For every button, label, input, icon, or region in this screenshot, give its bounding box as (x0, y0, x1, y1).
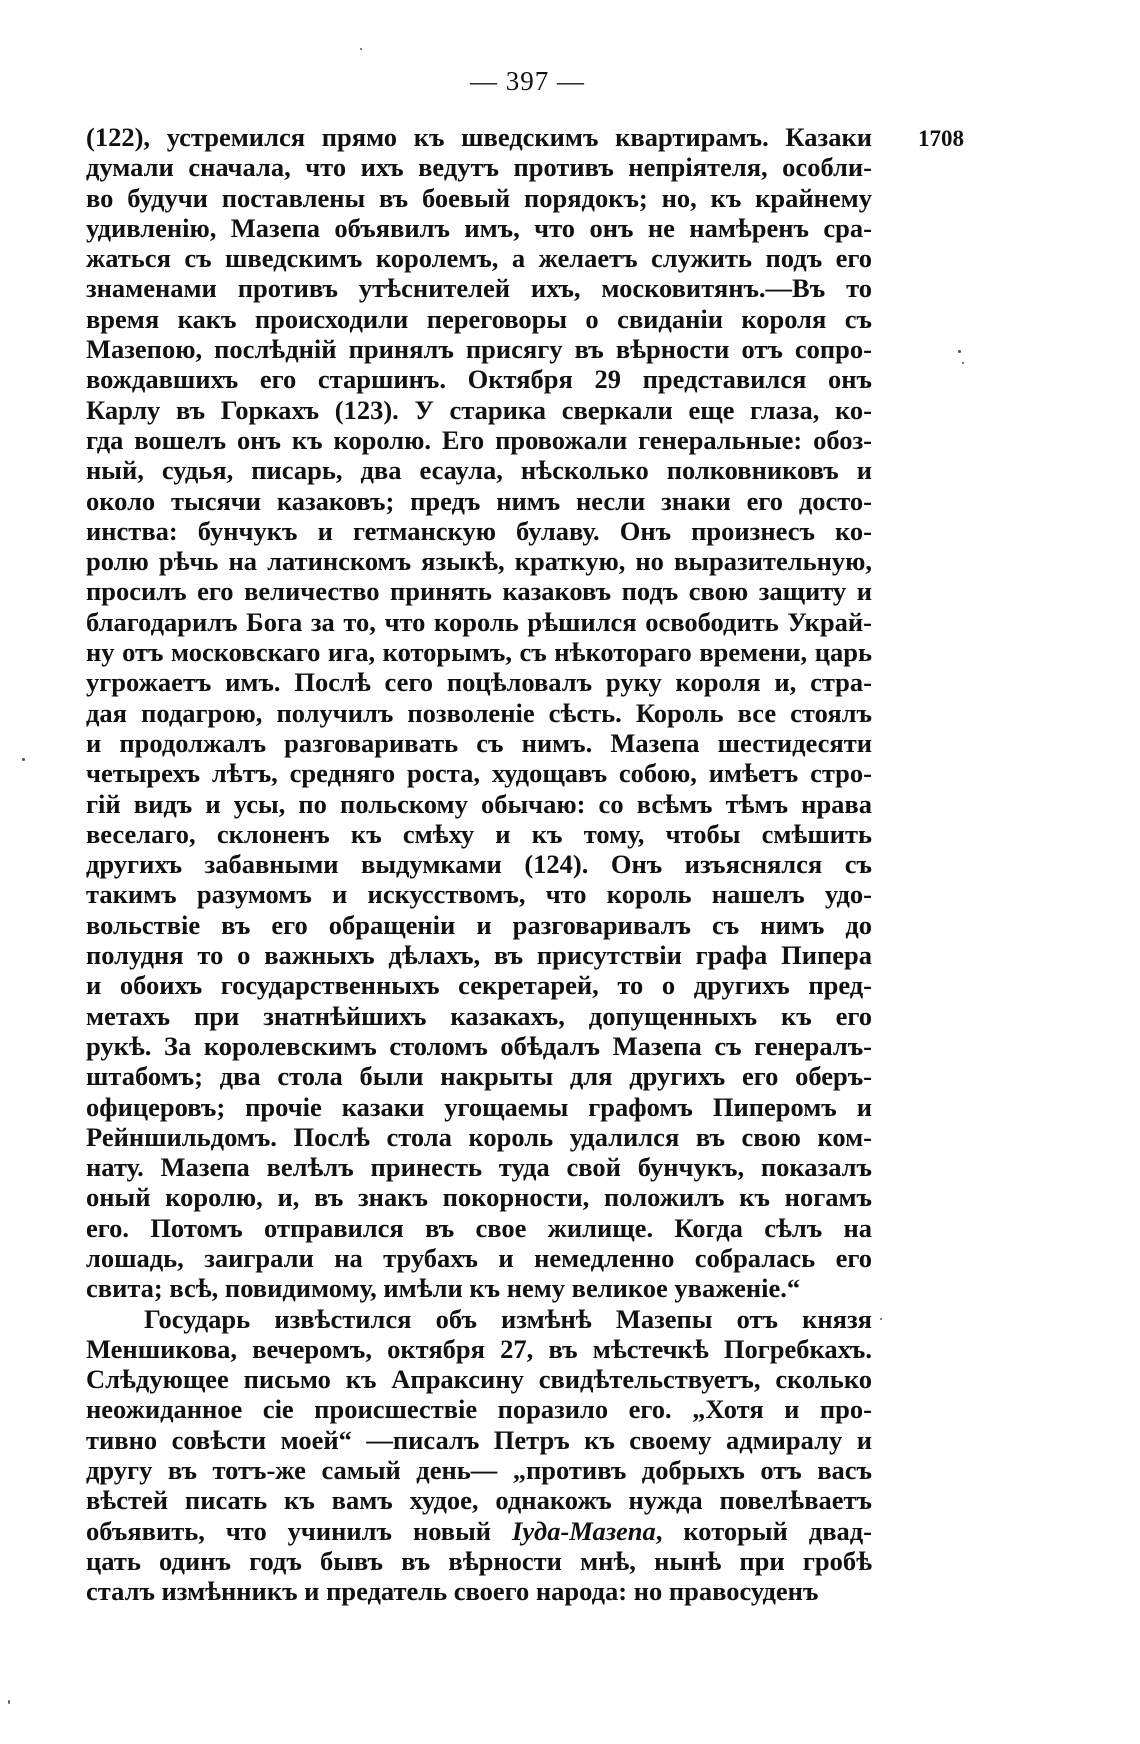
italic-name: Іуда-Мазепа (512, 1515, 656, 1546)
text-line: лошадь, заиграли на трубахъ и немедленно собралась его (86, 1242, 872, 1273)
margin-year-note: 1708 (918, 126, 964, 151)
text-line: (122), устремился прямо къ шведскимъ квартирамъ. Казаки (86, 122, 872, 152)
scan-speck (22, 758, 25, 761)
text-line: цать одинъ годъ бывъ въ вѣрности мнѣ, нынѣ при гробѣ (86, 1545, 872, 1576)
text-segment: объявить, что учинилъ новый (86, 1515, 513, 1546)
text-line: дая подагрою, получилъ позволеніе сѣсть. Король все стоялъ (86, 697, 872, 728)
text-line: метахъ при знатнѣйшихъ казакахъ, допущенныхъ къ его (86, 1000, 872, 1031)
text-line: оный королю, и, въ знакъ покорности, положилъ къ ногамъ (86, 1182, 872, 1213)
body-text (86, 122, 872, 1607)
scan-speck (360, 48, 362, 50)
text-line: Меншикова, вечеромъ, октября 27, въ мѣстечкѣ Погребкахъ. (86, 1333, 872, 1364)
text-line: нату. Мазепа велѣлъ принесть туда свой бунчукъ, показалъ (86, 1152, 872, 1183)
text-line: свита; всѣ, повидимому, имѣли къ нему великое уваженіе.“ (86, 1273, 801, 1304)
text-line: ну отъ московскаго ига, которымъ, съ нѣкотораго времени, царь (86, 637, 872, 668)
scan-speck (962, 362, 964, 364)
text-line: Мазепою, послѣдній принялъ присягу въ вѣрности отъ сопро- (86, 334, 872, 365)
text-line: ролю рѣчь на латинскомъ языкѣ, краткую, но выразительную, (86, 546, 872, 577)
text-line: вождавшихъ его старшинъ. Октября 29 представился онъ (86, 364, 872, 395)
scan-speck (958, 350, 961, 353)
text-line: сталъ измѣнникъ и предатель своего народа: но правосуденъ (86, 1576, 819, 1607)
text-line: во будучи поставлены въ боевый порядокъ; но, къ крайнему (86, 182, 872, 213)
text-line: думали сначала, что ихъ ведутъ противъ непріятеля, особли- (86, 152, 872, 183)
text-line: жаться съ шведскимъ королемъ, а желаетъ служить подъ его (86, 243, 872, 274)
text-line: Рейншильдомъ. Послѣ стола король удалился въ свою ком- (86, 1121, 872, 1152)
text-line: вѣстей писать къ вамъ худое, однакожъ нужда повелѣваетъ (86, 1485, 872, 1516)
scan-speck (880, 1318, 882, 1320)
text-line: Слѣдующее письмо къ Апраксину свидѣтельствуетъ, сколько (86, 1364, 872, 1395)
text-line: другихъ забавными выдумками (124). Онъ изъяснялся съ (86, 849, 872, 880)
text-line: около тысячи казаковъ; предъ нимъ несли знаки его досто- (86, 485, 872, 516)
text-line: такимъ разумомъ и искусствомъ, что король нашелъ удо- (86, 879, 872, 910)
text-line: ный, судья, писарь, два есаула, нѣсколько полковниковъ и (86, 455, 872, 486)
paragraph-start-line: Государь извѣстился объ измѣнѣ Мазепы отъ князя (144, 1303, 872, 1334)
text-line: просилъ его величество принять казаковъ подъ свою защиту и (86, 576, 872, 607)
text-line: Карлу въ Горкахъ (123). У старика сверкали еще глаза, ко- (86, 394, 872, 425)
text-segment: , который двад- (655, 1515, 872, 1546)
page-number: — 397 — (470, 66, 585, 96)
text-line: угрожаетъ имъ. Послѣ сего поцѣловалъ руку короля и, стра- (86, 667, 872, 698)
text-line: и обоихъ государственныхъ секретарей, то о другихъ пред- (86, 970, 872, 1001)
text-line-with-italic (86, 1516, 872, 1546)
text-line: штабомъ; два стола были накрыты для другихъ его оберъ- (86, 1061, 872, 1092)
text-line: гда вошелъ онъ къ королю. Его провожали генеральные: обоз- (86, 424, 872, 455)
text-line: другу въ тотъ-же самый день— „противъ добрыхъ отъ васъ (86, 1455, 872, 1486)
text-line: и продолжалъ разговаривать съ нимъ. Мазепа шестидесяти (86, 727, 872, 758)
text-line: знаменами противъ утѣснителей ихъ, московитянъ.—Въ то (86, 273, 872, 304)
text-line: его. Потомъ отправился въ свое жилище. Когда сѣлъ на (86, 1212, 872, 1243)
text-line: благодарилъ Бога за то, что король рѣшился освободить Украй- (86, 606, 872, 637)
text-line: рукѣ. За королевскимъ столомъ обѣдалъ Мазепа съ генералъ- (86, 1030, 872, 1061)
text-line: офицеровъ; прочіе казаки угощаемы графомъ Пиперомъ и (86, 1091, 872, 1122)
text-line: время какъ происходили переговоры о свиданіи короля съ (86, 303, 872, 334)
scan-speck (8, 1700, 10, 1704)
text-line: инства: бунчукъ и гетманскую булаву. Онъ произнесъ ко- (86, 515, 872, 546)
text-line: вольствіе въ его обращеніи и разговаривалъ съ нимъ до (86, 909, 872, 940)
text-line: четырехъ лѣтъ, средняго роста, худощавъ собою, имѣетъ стро- (86, 758, 872, 789)
text-line: тивно совѣсти моей“ —писалъ Петръ къ своему адмиралу и (86, 1424, 872, 1455)
text-line: гій видъ и усы, по польскому обычаю: со всѣмъ тѣмъ нрава (86, 788, 872, 819)
text-line: удивленію, Мазепа объявилъ имъ, что онъ не намѣренъ сра- (86, 212, 872, 243)
text-line: веселаго, склоненъ къ смѣху и къ тому, чтобы смѣшить (86, 818, 872, 849)
text-line: полудня то о важныхъ дѣлахъ, въ присутствіи графа Пипера (86, 940, 872, 971)
text-line: неожиданное сіе происшествіе поразило его. „Хотя и про- (86, 1394, 872, 1425)
